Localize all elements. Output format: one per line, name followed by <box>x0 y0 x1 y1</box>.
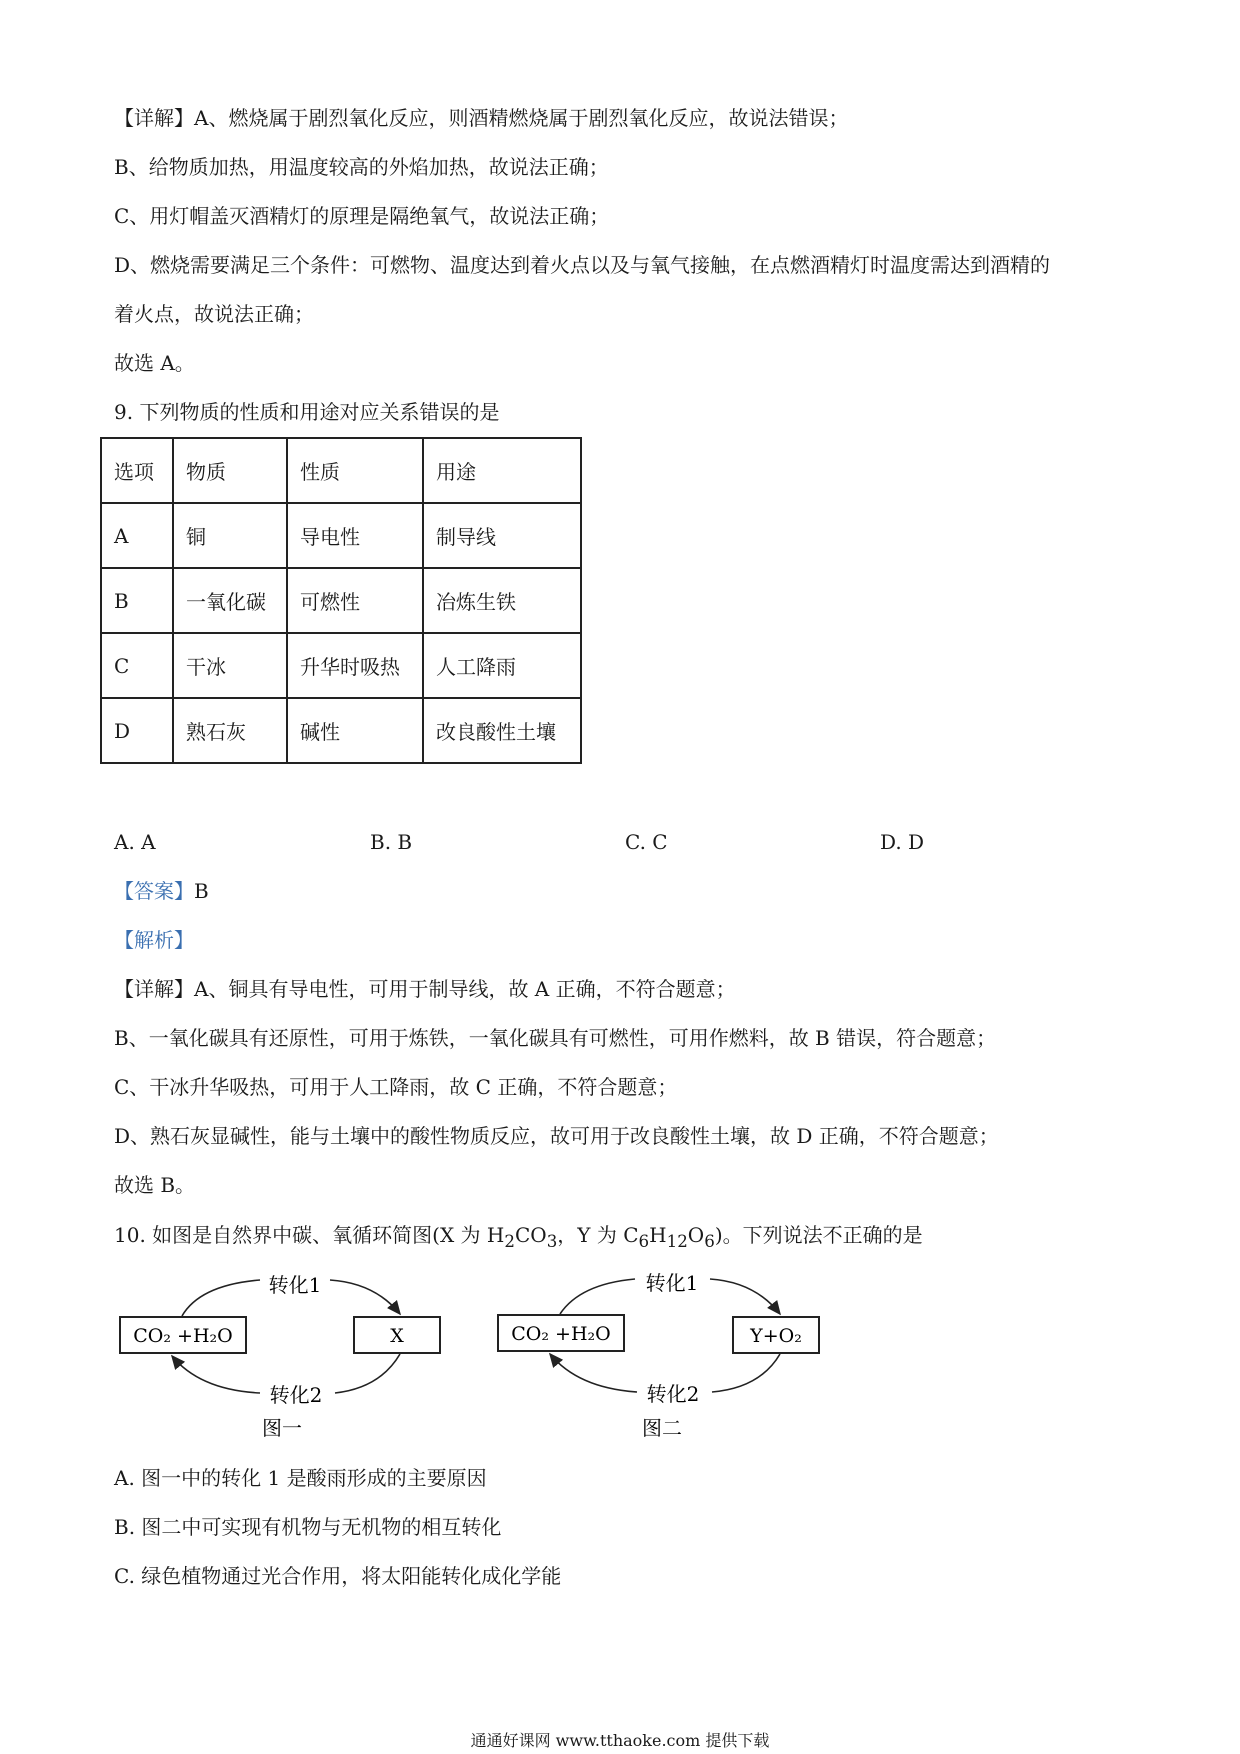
subscript: 12 <box>666 1232 688 1251</box>
q10-option-b: B. 图二中可实现有机物与无机物的相互转化 <box>114 1515 502 1539</box>
header-cell: 选项 <box>101 438 173 503</box>
fig2-top-label: 转化1 <box>645 1271 699 1295</box>
table-row <box>101 503 581 568</box>
fig1-arrow-bottom-left <box>172 1356 260 1393</box>
header-cell: 用途 <box>423 438 581 503</box>
fig2-arrow-top-right <box>710 1279 780 1314</box>
table-cell: 熟石灰 <box>173 698 287 763</box>
figure-one <box>120 1273 440 1440</box>
stem-part: O <box>687 1223 705 1247</box>
table-row <box>101 698 581 763</box>
table-cell: 制导线 <box>423 503 581 568</box>
stem-part: 10. 如图是自然界中碳、氧循环简图(X 为 H <box>114 1223 505 1247</box>
subscript: 6 <box>638 1232 650 1251</box>
text-line: 故选 B。 <box>114 1173 196 1197</box>
table-cell: 升华时吸热 <box>287 633 423 698</box>
table-cell: A <box>101 503 173 568</box>
text-line: 【详解】A、燃烧属于剧烈氧化反应，则酒精燃烧属于剧烈氧化反应，故说法错误； <box>114 106 849 130</box>
table-cell: D <box>101 698 173 763</box>
header-cell: 物质 <box>173 438 287 503</box>
stem-part: CO <box>514 1223 547 1247</box>
fig1-arrow-top-right <box>330 1280 400 1314</box>
fig2-right-label: Y+O₂ <box>750 1325 802 1347</box>
subscript: 3 <box>546 1232 558 1251</box>
property-use-table <box>100 437 582 764</box>
text-line: B、一氧化碳具有还原性，可用于炼铁，一氧化碳具有可燃性，可用作燃料，故 B 错误，符合题意； <box>114 1026 997 1050</box>
stem-part: H <box>649 1223 667 1247</box>
fig2-arrow-bottom-right <box>712 1354 780 1392</box>
q10-option-c: C. 绿色植物通过光合作用，将太阳能转化成化学能 <box>114 1564 562 1588</box>
fig2-arrow-top-left <box>560 1279 635 1314</box>
text-line: C、干冰升华吸热，可用于人工降雨，故 C 正确，不符合题意； <box>114 1075 678 1099</box>
text-line: 故选 A。 <box>114 351 195 375</box>
option-a: A. A <box>114 830 156 854</box>
table-cell: 可燃性 <box>287 568 423 633</box>
text-line: B、给物质加热，用温度较高的外焰加热，故说法正确； <box>114 155 609 179</box>
answer-tag: 【答案】 <box>114 879 194 903</box>
table-header-row <box>101 438 581 503</box>
text-line: 【详解】A、铜具有导电性，可用于制导线，故 A 正确，不符合题意； <box>114 977 736 1001</box>
fig2-arrow-bottom-left <box>550 1354 637 1392</box>
figure-two <box>498 1271 819 1440</box>
fig2-bottom-label: 转化2 <box>646 1382 700 1406</box>
carbon-oxygen-cycle-diagram <box>100 1270 840 1450</box>
fig1-right-label: X <box>390 1325 404 1347</box>
fig2-left-label: CO₂ +H₂O <box>511 1323 611 1345</box>
page-footer: 通通好课网 www.tthaoke.com 提供下载 <box>470 1731 770 1750</box>
question-9-stem: 9. 下列物质的性质和用途对应关系错误的是 <box>114 400 500 424</box>
fig1-bottom-label: 转化2 <box>269 1383 323 1407</box>
text-line: C、用灯帽盖灭酒精灯的原理是隔绝氧气，故说法正确； <box>114 204 610 228</box>
subscript: 6 <box>704 1232 715 1251</box>
analysis-tag: 【解析】 <box>114 928 194 952</box>
stem-part: ，Y 为 C <box>557 1223 639 1247</box>
option-d: D. D <box>880 830 925 854</box>
subscript: 2 <box>504 1232 515 1251</box>
text-line: 着火点，故说法正确； <box>114 302 314 326</box>
stem-part: )。下列说法不正确的是 <box>714 1223 923 1247</box>
option-b: B. B <box>370 830 413 854</box>
table-cell: 改良酸性土壤 <box>423 698 581 763</box>
table-cell: 铜 <box>173 503 287 568</box>
table-cell: 一氧化碳 <box>173 568 287 633</box>
table-cell: 人工降雨 <box>423 633 581 698</box>
option-c: C. C <box>625 830 668 854</box>
text-line: D、燃烧需要满足三个条件：可燃物、温度达到着火点以及与氧气接触，在点燃酒精灯时温度需达到酒精的 <box>114 253 1051 277</box>
table-row <box>101 633 581 698</box>
answer-value: B <box>194 879 209 903</box>
fig1-top-label: 转化1 <box>268 1273 322 1297</box>
fig1-caption: 图一 <box>262 1416 302 1440</box>
fig1-arrow-bottom-right <box>335 1354 400 1393</box>
question-10-stem <box>114 1221 923 1256</box>
table-cell: 冶炼生铁 <box>423 568 581 633</box>
table-cell: B <box>101 568 173 633</box>
fig1-arrow-top-left <box>182 1280 260 1316</box>
fig2-caption: 图二 <box>642 1416 682 1440</box>
table-cell: 碱性 <box>287 698 423 763</box>
table-cell: 导电性 <box>287 503 423 568</box>
table-cell: C <box>101 633 173 698</box>
q10-option-a: A. 图一中的转化 1 是酸雨形成的主要原因 <box>114 1466 487 1490</box>
table-cell: 干冰 <box>173 633 287 698</box>
answer-line <box>114 877 209 905</box>
table-row <box>101 568 581 633</box>
fig1-left-label: CO₂ +H₂O <box>133 1325 233 1347</box>
header-cell: 性质 <box>287 438 423 503</box>
text-line: D、熟石灰显碱性，能与土壤中的酸性物质反应，故可用于改良酸性土壤，故 D 正确，不符合题意； <box>114 1124 999 1148</box>
